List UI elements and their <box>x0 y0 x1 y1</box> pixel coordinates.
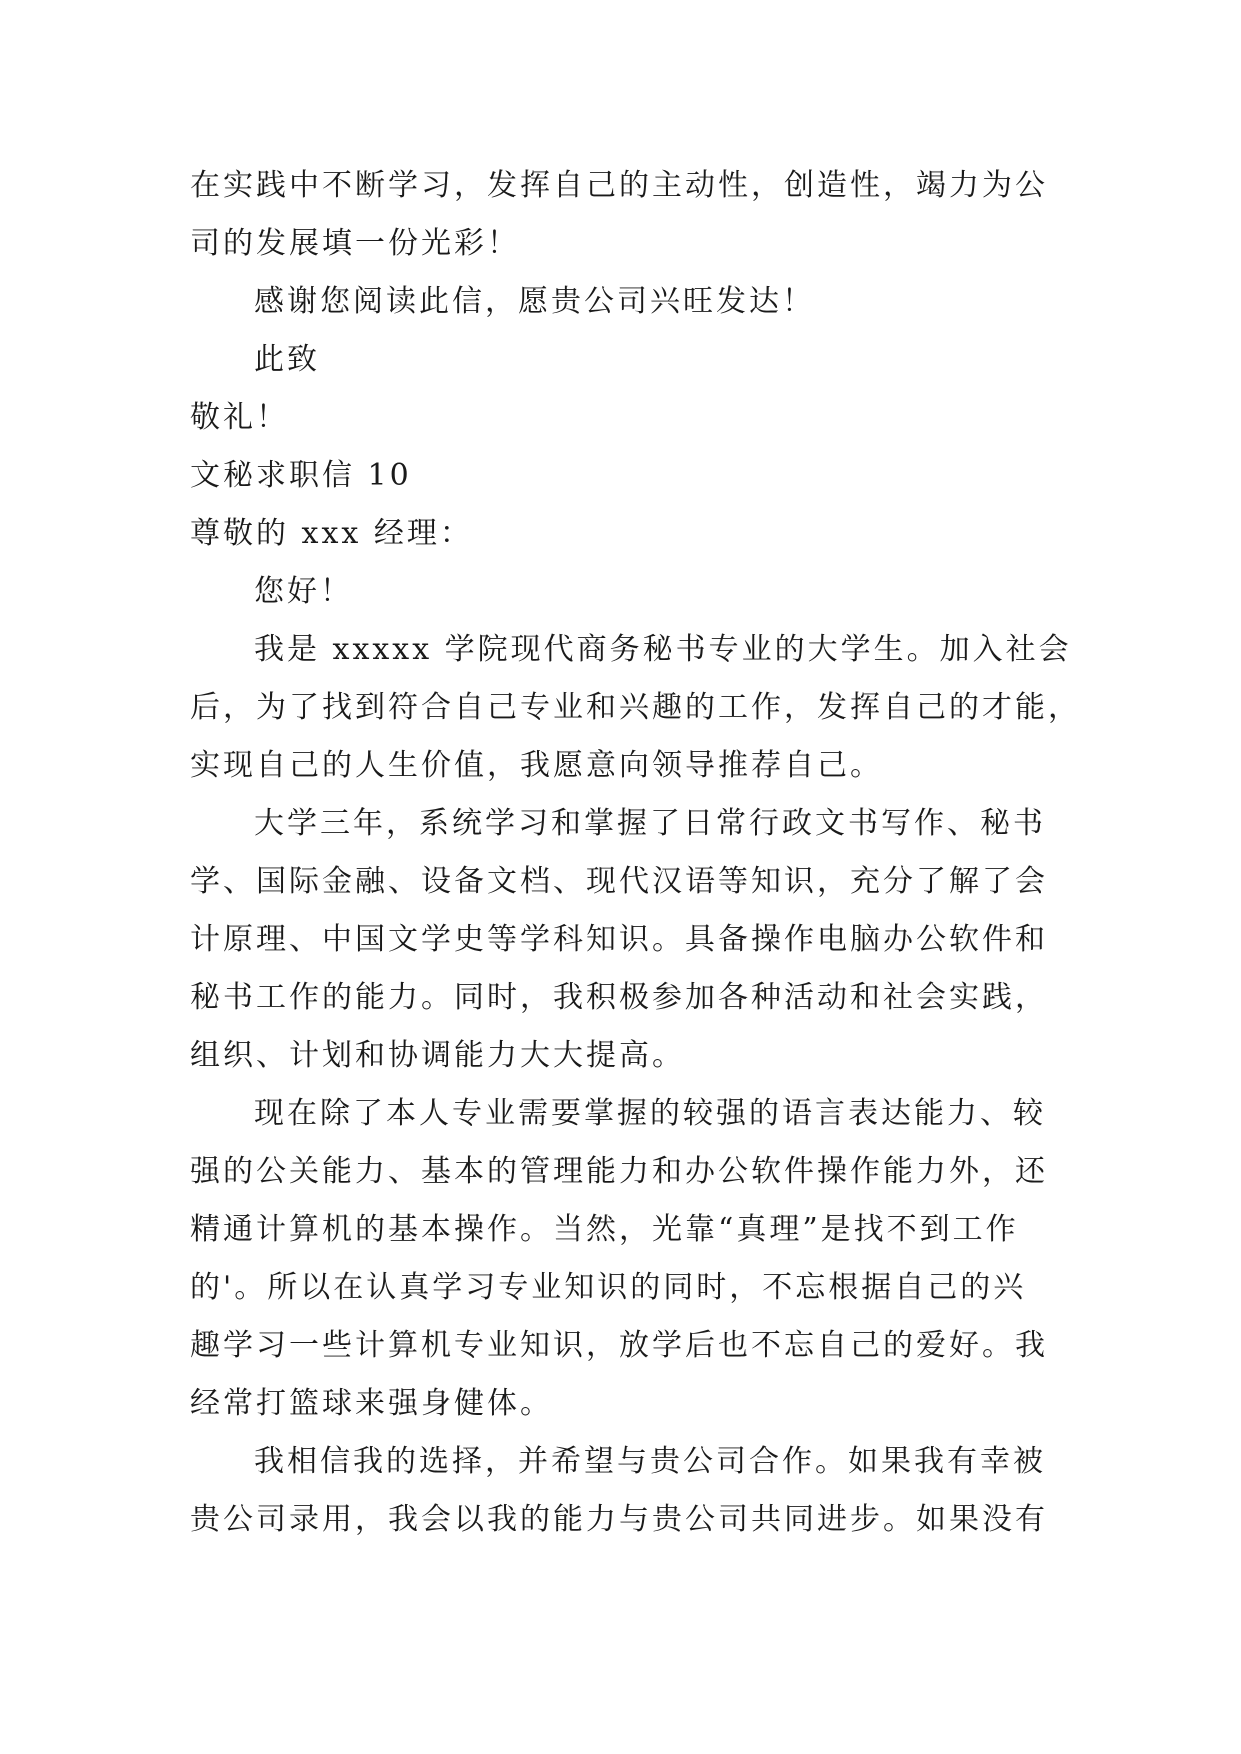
paragraph-line: 大学三年，系统学习和掌握了日常行政文书写作、秘书 <box>254 806 1046 841</box>
closing-thanks: 感谢您阅读此信，愿贵公司兴旺发达！ <box>254 284 815 319</box>
paragraph-line: 在实践中不断学习，发挥自己的主动性，创造性，竭力为公 <box>190 168 1048 203</box>
paragraph-line: 趣学习一些计算机专业知识，放学后也不忘自己的爱好。我 <box>190 1328 1048 1363</box>
paragraph-line: 的'。所以在认真学习专业知识的同时，不忘根据自己的兴 <box>190 1270 1027 1305</box>
paragraph-line: 后，为了找到符合自己专业和兴趣的工作，发挥自己的才能， <box>190 690 1081 725</box>
paragraph-line: 学、国际金融、设备文档、现代汉语等知识，充分了解了会 <box>190 864 1048 899</box>
paragraph-line: 我是 xxxxx 学院现代商务秘书专业的大学生。加入社会 <box>254 632 1072 667</box>
letter-body <box>190 157 1081 1549</box>
paragraph-line: 秘书工作的能力。同时，我积极参加各种活动和社会实践， <box>190 980 1048 1015</box>
greeting-hello: 您好！ <box>254 574 353 609</box>
paragraph-line: 组织、计划和协调能力大大提高。 <box>190 1038 685 1073</box>
salutation-regards: 敬礼！ <box>190 400 289 435</box>
paragraph-line: 经常打篮球来强身健体。 <box>190 1386 553 1421</box>
paragraph-line: 计原理、中国文学史等学科知识。具备操作电脑办公软件和 <box>190 922 1048 957</box>
paragraph-line: 强的公关能力、基本的管理能力和办公软件操作能力外，还 <box>190 1154 1048 1189</box>
paragraph-line: 现在除了本人专业需要掌握的较强的语言表达能力、较 <box>254 1096 1046 1131</box>
letter-greeting: 尊敬的 xxx 经理： <box>190 516 473 551</box>
salutation-closing: 此致 <box>254 342 320 377</box>
paragraph-line: 贵公司录用，我会以我的能力与贵公司共同进步。如果没有 <box>190 1502 1048 1537</box>
paragraph-line: 精通计算机的基本操作。当然，光靠“真理”是找不到工作 <box>190 1212 1019 1247</box>
section-title: 文秘求职信 10 <box>190 458 412 493</box>
paragraph-line: 实现自己的人生价值，我愿意向领导推荐自己。 <box>190 748 883 783</box>
paragraph-line: 司的发展填一份光彩！ <box>190 226 520 261</box>
paragraph-line: 我相信我的选择，并希望与贵公司合作。如果我有幸被 <box>254 1444 1046 1479</box>
